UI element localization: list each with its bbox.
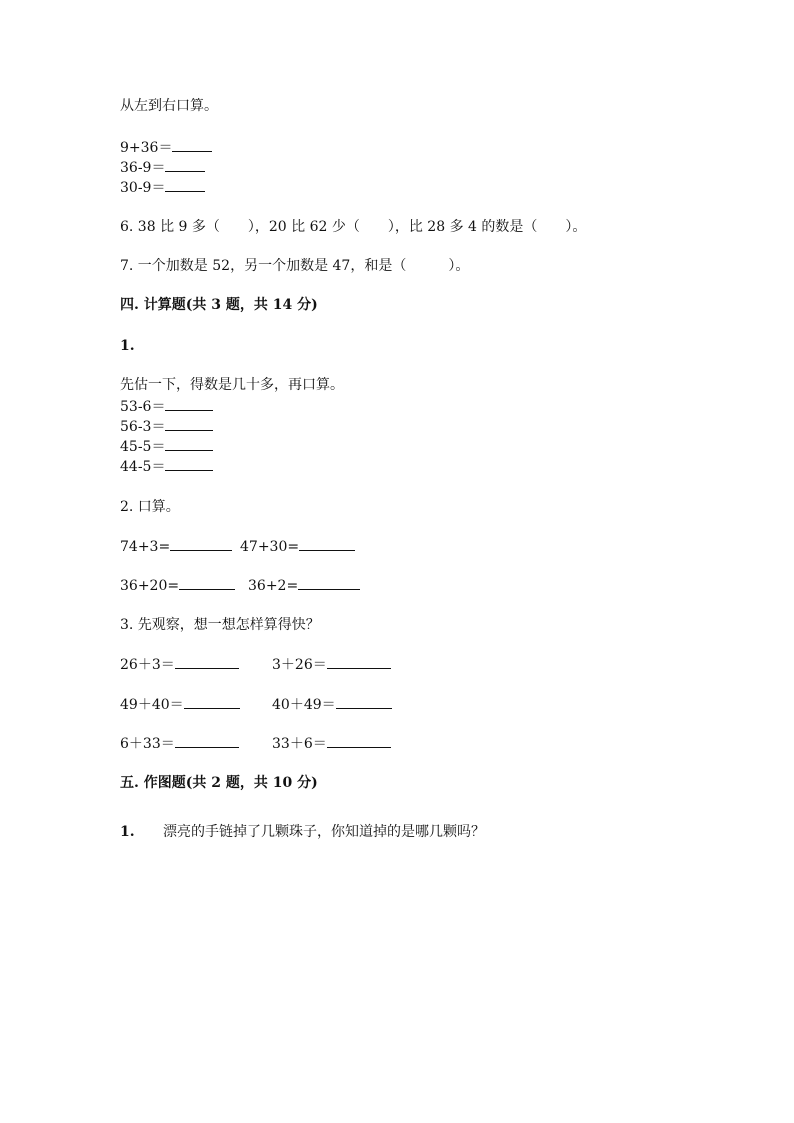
s4-q1-expr: 56-3＝ [120, 419, 166, 435]
s4-q1-expr: 53-6＝ [120, 399, 166, 415]
s5-q1-number: 1. [120, 824, 135, 840]
s4-q3-row [120, 696, 240, 713]
s4-q2-row [120, 577, 235, 594]
s4-q1-prompt: 先估一下，得数是几十多，再口算。 [120, 377, 344, 393]
s4-q1-item [120, 398, 213, 415]
s4-q3-row [120, 656, 239, 673]
s4-q2-expr: 36+2= [248, 578, 299, 594]
s4-q3-row [272, 735, 391, 752]
s4-q3-title: 3. 先观察，想一想怎样算得快？ [120, 617, 320, 633]
section-5-title: 五. 作图题(共 2 题，共 10 分) [120, 775, 318, 791]
s4-q1-expr: 44-5＝ [120, 459, 166, 475]
answer-blank[interactable] [179, 577, 235, 590]
s4-q3-expr: 33＋6＝ [272, 736, 327, 752]
answer-blank[interactable] [165, 159, 205, 172]
s4-q3-expr: 40＋49＝ [272, 697, 336, 713]
answer-blank[interactable] [175, 656, 239, 669]
answer-blank[interactable] [165, 418, 213, 431]
intro-text: 从左到右口算。 [120, 98, 218, 114]
warmup-expr: 9+36＝ [120, 140, 173, 156]
answer-blank[interactable] [298, 577, 360, 590]
warmup-item [120, 139, 212, 156]
answer-blank[interactable] [170, 538, 232, 551]
answer-blank[interactable] [184, 696, 240, 709]
answer-blank[interactable] [165, 438, 213, 451]
question-7: 7. 一个加数是 52，另一个加数是 47，和是（ ）。 [120, 258, 470, 274]
answer-blank[interactable] [336, 696, 392, 709]
s4-q3-expr: 26＋3＝ [120, 657, 175, 673]
warmup-expr: 30-9＝ [120, 180, 166, 196]
answer-blank[interactable] [175, 735, 239, 748]
s4-q2-expr: 36+20= [120, 578, 180, 594]
s4-q2-row [240, 538, 355, 555]
s4-q2-expr: 74+3= [120, 539, 171, 555]
answer-blank[interactable] [172, 139, 212, 152]
answer-blank[interactable] [327, 656, 391, 669]
s4-q3-row [120, 735, 239, 752]
s4-q2-expr: 47+30= [240, 539, 300, 555]
s4-q2-row [120, 538, 232, 555]
answer-blank[interactable] [165, 179, 205, 192]
answer-blank[interactable] [165, 398, 213, 411]
s4-q3-row [272, 656, 391, 673]
question-6: 6. 38 比 9 多（ ），20 比 62 少（ ），比 28 多 4 的数是（ ）。 [120, 219, 587, 235]
s4-q1-expr: 45-5＝ [120, 439, 166, 455]
s4-q3-row [272, 696, 392, 713]
warmup-item [120, 159, 205, 176]
s4-q3-expr: 49＋40＝ [120, 697, 184, 713]
warmup-expr: 36-9＝ [120, 160, 166, 176]
s4-q3-expr: 6＋33＝ [120, 736, 175, 752]
warmup-item [120, 179, 205, 196]
answer-blank[interactable] [165, 458, 213, 471]
answer-blank[interactable] [299, 538, 355, 551]
section-4-title: 四. 计算题(共 3 题，共 14 分) [120, 297, 318, 313]
s4-q1-item [120, 418, 213, 435]
s4-q3-expr: 3＋26＝ [272, 657, 327, 673]
answer-blank[interactable] [327, 735, 391, 748]
s4-q1-number: 1. [120, 338, 135, 354]
s4-q2-title: 2. 口算。 [120, 499, 180, 515]
s4-q2-row [248, 577, 360, 594]
s4-q1-item [120, 438, 213, 455]
s4-q1-item [120, 458, 213, 475]
s5-q1-text: 漂亮的手链掉了几颗珠子，你知道掉的是哪几颗吗？ [163, 824, 485, 840]
